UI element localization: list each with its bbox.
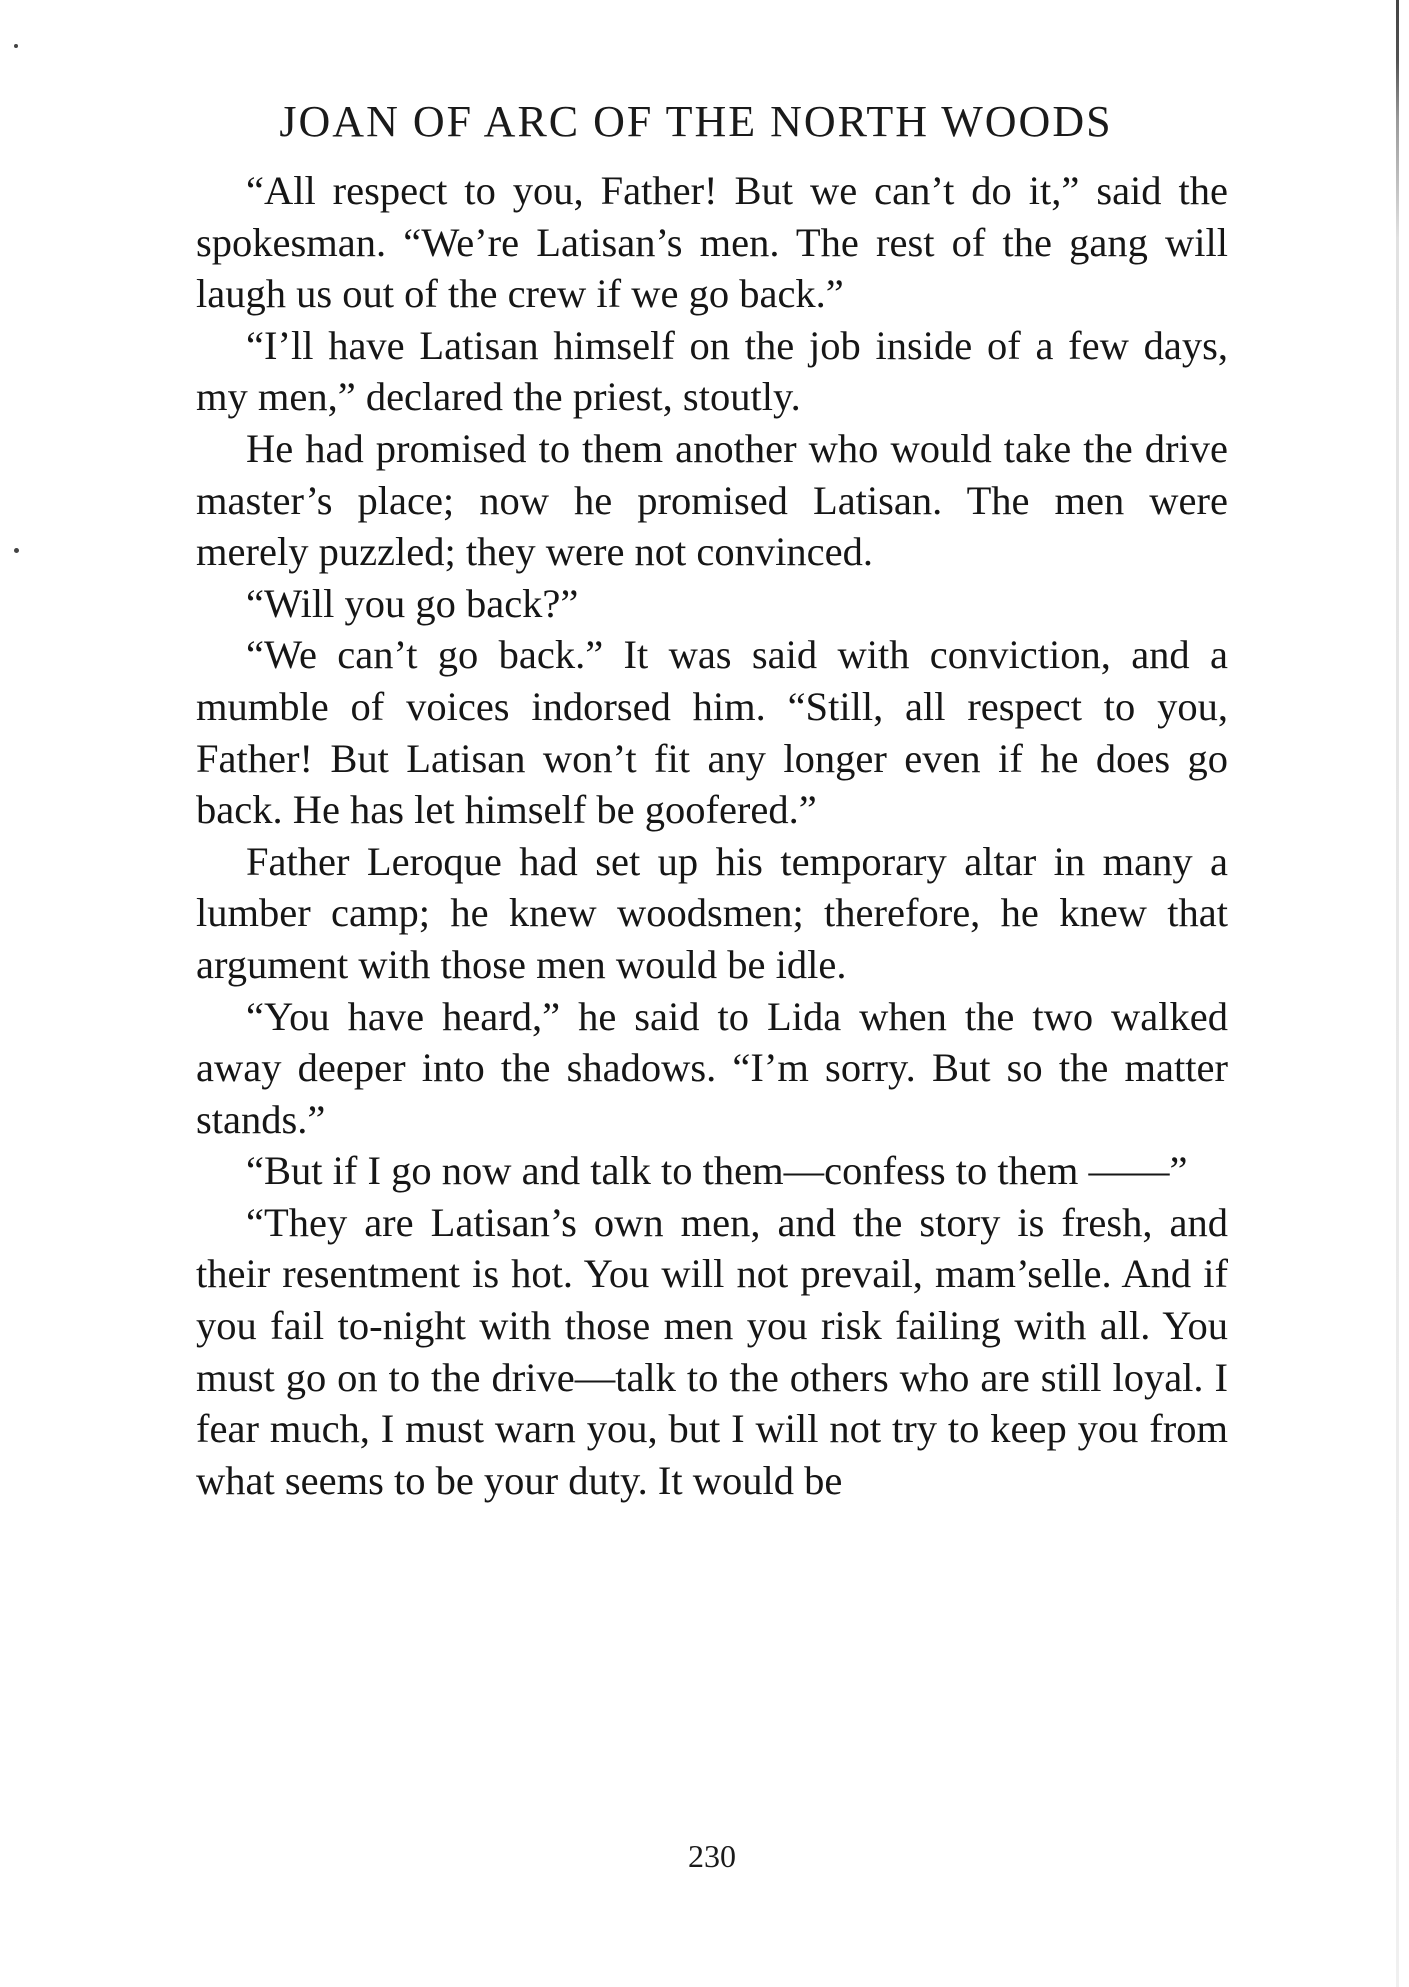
paragraph-5: “We can’t go back.” It was said with conviction, and a mumble of voices indorsed him. “Still, all respect to you, Father! But Latisan won’t fit any longer even if he does go back. He has let himself be goofered.” [196, 632, 1228, 833]
paragraph-4: “Will you go back?” [246, 580, 579, 626]
paragraph-9: “They are Latisan’s own men, and the story is fresh, and their resentment is hot. You will not prevail, mam’selle. And if you fail to-night with those men you risk failing with all. You must go on to the drive—talk to the others who are still loyal. I fear much, I must warn you, but I will not try to keep you from what seems to be your duty. It would be [196, 1199, 1228, 1503]
paragraph-3: He had promised to them another who would take the drive master’s place; now he promised Latisan. The men were merely puzzled; they were not convinced. [196, 425, 1228, 575]
paragraph-6: Father Leroque had set up his temporary altar in many a lumber camp; he knew woodsmen; therefore, he knew that argument with those men would be idle. [196, 838, 1228, 987]
paragraph-2: “I’ll have Latisan himself on the job inside of a few days, my men,” declared the priest, stoutly. [196, 322, 1228, 420]
scan-speck [14, 44, 18, 48]
paragraph-8: “But if I go now and talk to them—confess to them ——” [246, 1148, 1188, 1194]
paragraph-7: “You have heard,” he said to Lida when the two walked away deeper into the shadows. “I’m sorry. But so the matter stands.” [196, 993, 1228, 1142]
body-text [196, 165, 1228, 1506]
scan-edge-shadow [1396, 0, 1399, 1987]
page-number: 230 [688, 1838, 736, 1874]
scan-speck [14, 548, 19, 553]
paragraph-1: “All respect to you, Father! But we can’t do it,” said the spokesman. “We’re Latisan’s men. The rest of the gang will laugh us out of the crew if we go back.” [196, 168, 1228, 317]
running-head: JOAN OF ARC OF THE NORTH WOODS [279, 97, 1113, 146]
